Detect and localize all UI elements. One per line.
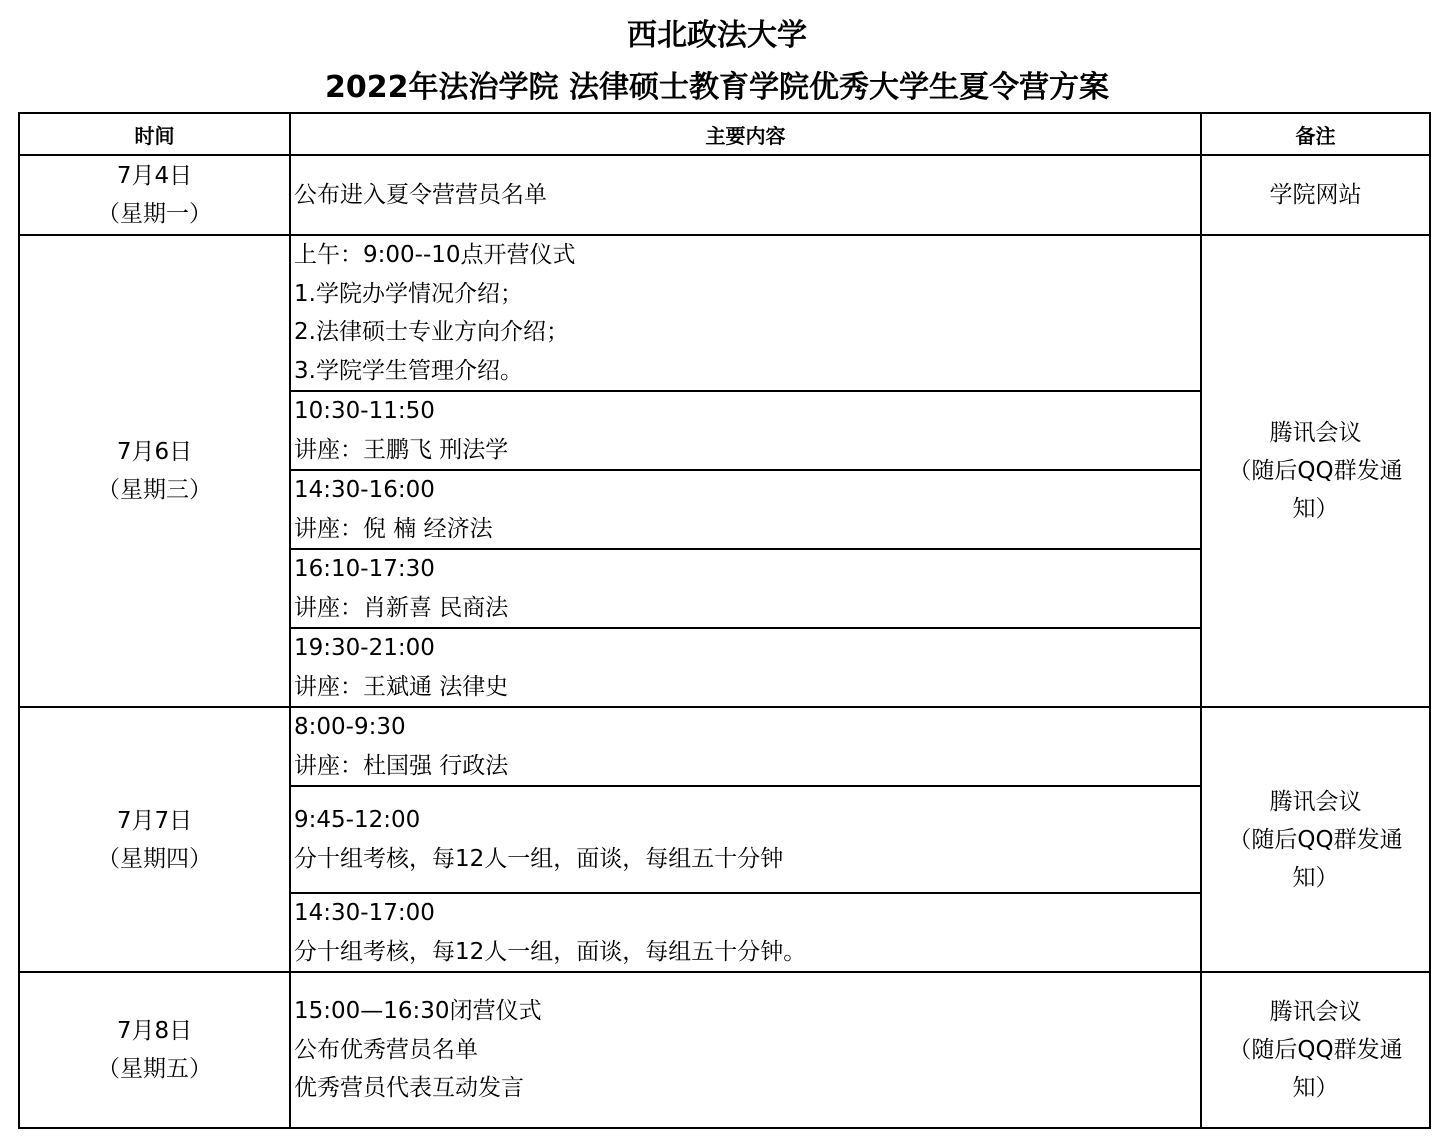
content-line: 2.法律硕士专业方向介绍；	[294, 319, 569, 345]
note-line: 知）	[1292, 496, 1339, 522]
content-cell	[290, 628, 1201, 707]
day-weekday: （星期五）	[97, 1056, 212, 1082]
day-cell	[19, 155, 290, 235]
note-line: （随后QQ群发通	[1228, 826, 1403, 853]
content-cell	[290, 470, 1201, 549]
content-cell	[290, 972, 1201, 1128]
note-line: 知）	[1292, 1075, 1339, 1101]
day-weekday: （星期一）	[97, 201, 212, 227]
note-line: （随后QQ群发通	[1228, 458, 1403, 484]
schedule-table	[18, 112, 1431, 1129]
content-line: 10:30-11:50	[294, 398, 435, 424]
table-row	[19, 155, 1430, 235]
content-line: 讲座：倪 楠 经济法	[294, 515, 493, 542]
header-row	[19, 113, 1430, 155]
header-content: 主要内容	[290, 113, 1201, 155]
content-cell	[290, 549, 1201, 628]
note-cell	[1201, 155, 1430, 235]
note-line: 腾讯会议	[1269, 999, 1362, 1025]
content-line: 讲座：王斌通 法律史	[294, 673, 509, 700]
content-line: 14:30-16:00	[294, 477, 435, 503]
day-date: 7月7日	[116, 807, 193, 834]
content-line: 1.学院办学情况介绍；	[294, 280, 523, 307]
content-line: 分十组考核，每12人一组，面谈，每组五十分钟	[294, 845, 784, 872]
note-line: 腾讯会议	[1269, 420, 1362, 446]
note-cell	[1201, 972, 1430, 1128]
content-line: 19:30-21:00	[294, 635, 435, 661]
content-cell	[290, 391, 1201, 470]
content-line: 15:00—16:30闭营仪式	[294, 998, 542, 1025]
day-cell	[19, 235, 290, 707]
content-cell	[290, 707, 1201, 786]
content-line: 3.学院学生管理介绍。	[294, 357, 523, 384]
note-line: 知）	[1292, 864, 1339, 891]
content-line: 讲座：王鹏飞 刑法学	[294, 436, 509, 463]
content-cell	[290, 235, 1201, 391]
content-line: 上午：9:00--10点开营仪式	[294, 242, 576, 268]
day-weekday: （星期三）	[97, 477, 212, 503]
note-line: 腾讯会议	[1269, 788, 1362, 815]
content-line: 16:10-17:30	[294, 556, 435, 582]
table-row	[19, 707, 1430, 786]
content-line: 讲座：杜国强 行政法	[294, 752, 509, 779]
table-row	[19, 235, 1430, 391]
day-cell	[19, 972, 290, 1128]
document-title: 西北政法大学	[627, 18, 807, 53]
day-weekday: （星期四）	[97, 845, 212, 872]
note-line: （随后QQ群发通	[1228, 1037, 1403, 1063]
content-line: 分十组考核，每12人一组，面谈，每组五十分钟。	[294, 938, 807, 965]
day-date: 7月8日	[116, 1018, 193, 1044]
day-date: 7月4日	[116, 163, 193, 189]
content-line: 9:45-12:00	[294, 807, 421, 833]
table-row	[19, 972, 1430, 1128]
content-cell	[290, 786, 1201, 893]
document-subtitle: 2022年法治学院 法律硕士教育学院优秀大学生夏令营方案	[325, 70, 1109, 105]
note-cell	[1201, 707, 1430, 972]
content-cell	[290, 155, 1201, 235]
header-time: 时间	[19, 113, 290, 155]
note-line: 学院网站	[1269, 182, 1362, 208]
day-cell	[19, 707, 290, 972]
content-line: 公布进入夏令营营员名单	[294, 181, 547, 208]
content-line: 优秀营员代表互动发言	[294, 1075, 524, 1102]
content-line: 公布优秀营员名单	[294, 1036, 478, 1063]
header-note: 备注	[1201, 113, 1430, 155]
content-line: 讲座：肖新喜 民商法	[294, 594, 509, 621]
content-line: 14:30-17:00	[294, 900, 435, 926]
day-date: 7月6日	[116, 439, 193, 465]
note-cell	[1201, 235, 1430, 707]
content-line: 8:00-9:30	[294, 714, 406, 740]
content-cell	[290, 893, 1201, 972]
